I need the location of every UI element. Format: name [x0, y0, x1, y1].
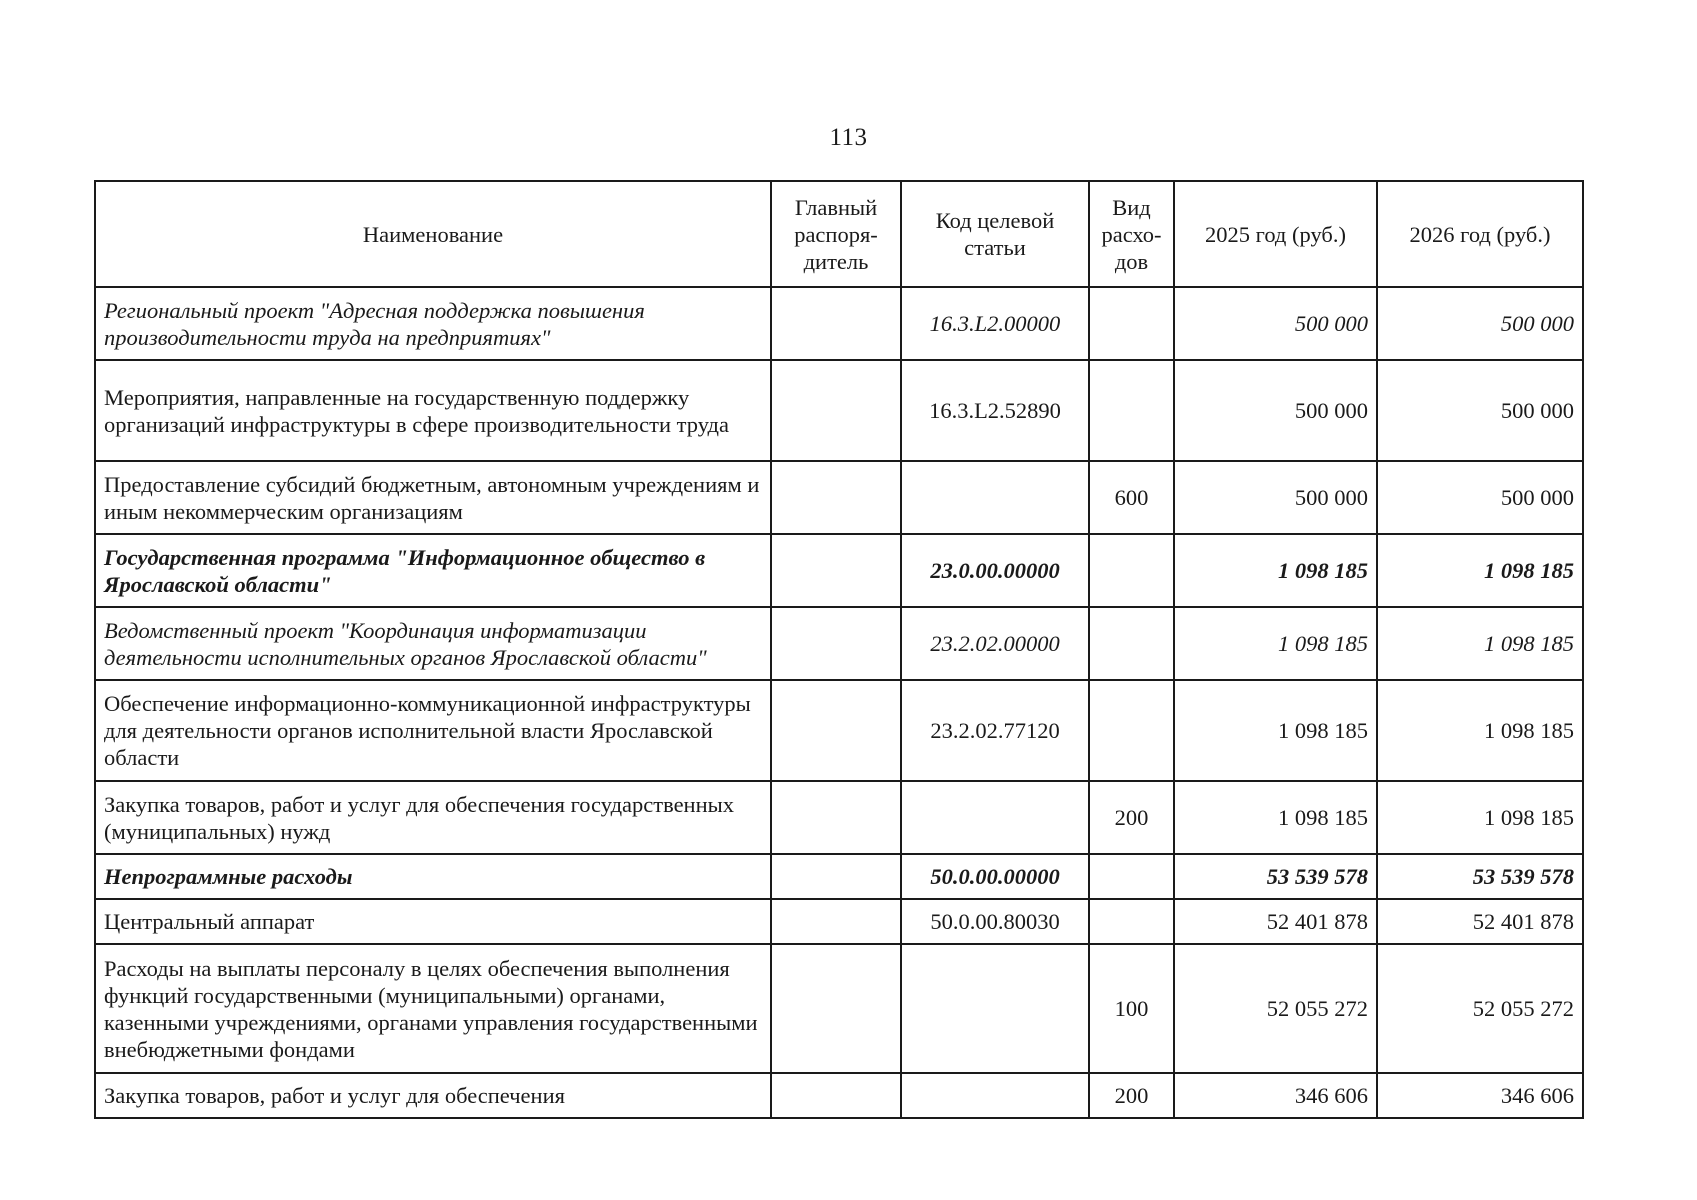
- table-row: [95, 680, 1583, 781]
- cell-code: 50.0.00.80030: [901, 899, 1089, 944]
- table-row: [95, 360, 1583, 461]
- cell-name: Ведомственный проект "Координация информатизации деятельности исполнительных органов Ярославской области": [95, 607, 771, 680]
- cell-expense-type: 600: [1089, 461, 1174, 534]
- cell-2025: 1 098 185: [1174, 781, 1377, 854]
- cell-name: Обеспечение информационно-коммуникационной инфраструктуры для деятельности органов исполнительной власти Ярославской области: [95, 680, 771, 781]
- header-name: Наименование: [95, 181, 771, 287]
- cell-manager: [771, 781, 901, 854]
- table-row: [95, 607, 1583, 680]
- cell-2025: 346 606: [1174, 1073, 1377, 1118]
- table-row: [95, 899, 1583, 944]
- cell-manager: [771, 680, 901, 781]
- cell-name: Региональный проект "Адресная поддержка повышения производительности труда на предприятиях": [95, 287, 771, 360]
- cell-2026: 1 098 185: [1377, 680, 1583, 781]
- table-row: [95, 534, 1583, 607]
- cell-2026: 53 539 578: [1377, 854, 1583, 899]
- cell-2026: 52 401 878: [1377, 899, 1583, 944]
- cell-expense-type: [1089, 534, 1174, 607]
- cell-manager: [771, 1073, 901, 1118]
- table-header-row: [95, 181, 1583, 287]
- cell-2025: 500 000: [1174, 360, 1377, 461]
- cell-2025: 53 539 578: [1174, 854, 1377, 899]
- table-row: [95, 1073, 1583, 1118]
- cell-2025: 1 098 185: [1174, 680, 1377, 781]
- cell-2025: 1 098 185: [1174, 534, 1377, 607]
- cell-manager: [771, 360, 901, 461]
- cell-name: Расходы на выплаты персоналу в целях обеспечения выполнения функций государственными (муниципальными) органами, казенными учреждениями, органами управления государственными внебюджетными фондами: [95, 944, 771, 1073]
- budget-table: [94, 180, 1584, 1119]
- cell-manager: [771, 287, 901, 360]
- cell-manager: [771, 607, 901, 680]
- cell-code: 16.3.L2.00000: [901, 287, 1089, 360]
- cell-code: 23.2.02.77120: [901, 680, 1089, 781]
- cell-2026: 500 000: [1377, 461, 1583, 534]
- table-row: [95, 781, 1583, 854]
- cell-code: 23.0.00.00000: [901, 534, 1089, 607]
- cell-expense-type: 200: [1089, 781, 1174, 854]
- table-row: [95, 287, 1583, 360]
- cell-code: [901, 461, 1089, 534]
- cell-manager: [771, 854, 901, 899]
- cell-2025: 1 098 185: [1174, 607, 1377, 680]
- cell-manager: [771, 534, 901, 607]
- cell-name: Предоставление субсидий бюджетным, автономным учреждениям и иным некоммерческим организациям: [95, 461, 771, 534]
- page-number: 113: [829, 124, 868, 151]
- cell-2026: 1 098 185: [1377, 781, 1583, 854]
- cell-code: 23.2.02.00000: [901, 607, 1089, 680]
- header-code: Код целевой статьи: [901, 181, 1089, 287]
- cell-expense-type: [1089, 899, 1174, 944]
- cell-name: Центральный аппарат: [95, 899, 771, 944]
- cell-2026: 1 098 185: [1377, 534, 1583, 607]
- cell-2026: 346 606: [1377, 1073, 1583, 1118]
- cell-code: [901, 781, 1089, 854]
- table-row: [95, 461, 1583, 534]
- cell-code: [901, 944, 1089, 1073]
- table-row: [95, 944, 1583, 1073]
- header-expense-type: Вид расхо-дов: [1089, 181, 1174, 287]
- cell-expense-type: [1089, 360, 1174, 461]
- table-row: [95, 854, 1583, 899]
- cell-manager: [771, 899, 901, 944]
- cell-2026: 500 000: [1377, 360, 1583, 461]
- cell-name: Закупка товаров, работ и услуг для обеспечения: [95, 1073, 771, 1118]
- header-2026: 2026 год (руб.): [1377, 181, 1583, 287]
- cell-name: Мероприятия, направленные на государственную поддержку организаций инфраструктуры в сфере производительности труда: [95, 360, 771, 461]
- cell-2025: 52 055 272: [1174, 944, 1377, 1073]
- cell-expense-type: [1089, 287, 1174, 360]
- cell-manager: [771, 461, 901, 534]
- cell-2026: 52 055 272: [1377, 944, 1583, 1073]
- cell-expense-type: [1089, 680, 1174, 781]
- cell-expense-type: [1089, 607, 1174, 680]
- header-manager: Главный распоря-дитель: [771, 181, 901, 287]
- cell-expense-type: 100: [1089, 944, 1174, 1073]
- cell-expense-type: [1089, 854, 1174, 899]
- cell-code: 16.3.L2.52890: [901, 360, 1089, 461]
- header-2025: 2025 год (руб.): [1174, 181, 1377, 287]
- table-body: [95, 287, 1583, 1118]
- cell-code: [901, 1073, 1089, 1118]
- cell-2025: 500 000: [1174, 461, 1377, 534]
- cell-code: 50.0.00.00000: [901, 854, 1089, 899]
- cell-2025: 500 000: [1174, 287, 1377, 360]
- cell-name: Непрограммные расходы: [95, 854, 771, 899]
- cell-name: Государственная программа "Информационное общество в Ярославской области": [95, 534, 771, 607]
- cell-2025: 52 401 878: [1174, 899, 1377, 944]
- cell-expense-type: 200: [1089, 1073, 1174, 1118]
- cell-2026: 1 098 185: [1377, 607, 1583, 680]
- cell-name: Закупка товаров, работ и услуг для обеспечения государственных (муниципальных) нужд: [95, 781, 771, 854]
- cell-2026: 500 000: [1377, 287, 1583, 360]
- cell-manager: [771, 944, 901, 1073]
